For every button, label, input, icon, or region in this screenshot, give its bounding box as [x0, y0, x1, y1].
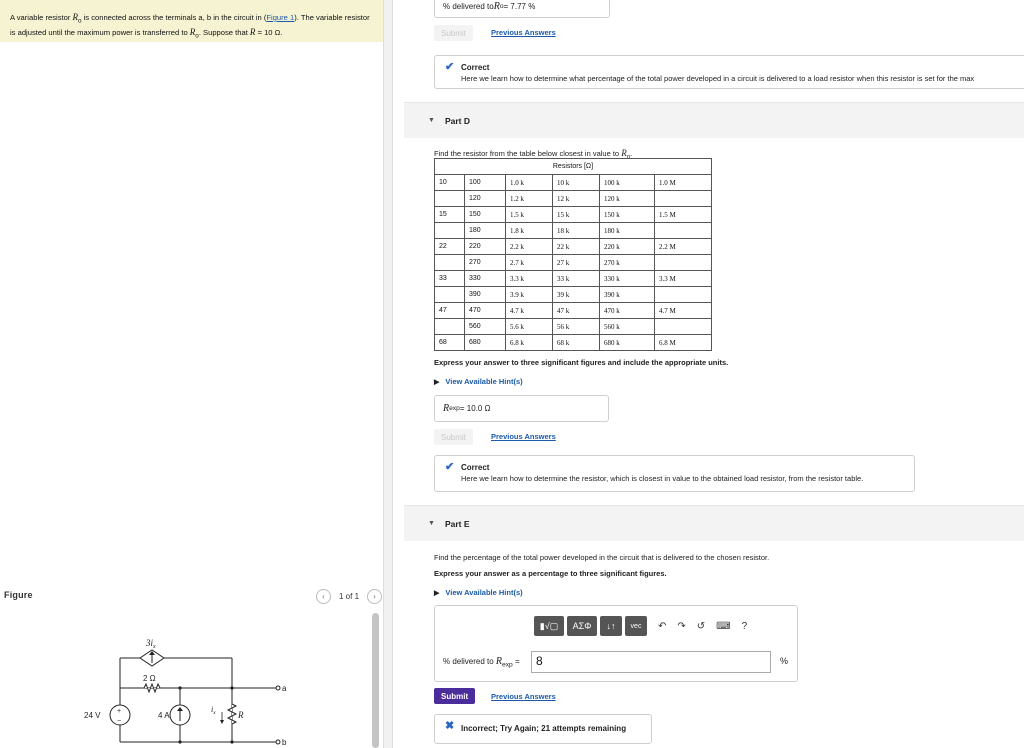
table-cell: 68	[435, 335, 465, 351]
table-cell: 6.8 k	[506, 335, 553, 351]
voltage-source-label: 24 V	[84, 711, 101, 720]
undo-button[interactable]	[654, 616, 670, 636]
table-cell: 270	[465, 255, 506, 271]
table-cell: 15	[435, 207, 465, 223]
load-resistor-label: R	[238, 710, 244, 720]
table-cell: 6.8 M	[655, 335, 712, 351]
right-pane	[394, 0, 1024, 748]
greek-icon: ΑΣΦ	[572, 621, 592, 631]
table-cell: 10 k	[553, 175, 600, 191]
answer-label: % delivered to $R_{exp}$ =	[443, 656, 520, 669]
table-cell: 390	[465, 287, 506, 303]
table-cell: 180 k	[600, 223, 655, 239]
table-cell: 150 k	[600, 207, 655, 223]
part-d-hints-link[interactable]: ▶ View Available Hint(s)	[434, 377, 523, 386]
keyboard-button[interactable]	[712, 616, 734, 636]
check-icon: ✔	[445, 461, 455, 473]
table-cell: 4.7 M	[655, 303, 712, 319]
table-row	[435, 319, 712, 335]
table-row	[435, 335, 712, 351]
redo-button[interactable]	[673, 616, 689, 636]
table-cell: 120 k	[600, 191, 655, 207]
expand-triangle-icon: ▶	[434, 590, 440, 597]
part-d-previous-answers-link[interactable]: Previous Answers	[491, 432, 556, 441]
part-e-feedback: ✖ Incorrect; Try Again; 21 attempts remaining	[434, 714, 652, 744]
table-cell: 560	[465, 319, 506, 335]
table-cell: 33 k	[553, 271, 600, 287]
table-cell: 270 k	[600, 255, 655, 271]
part-d-instruction: Express your answer to three significant figures and include the appropriate units.	[434, 358, 729, 367]
table-cell: 120	[465, 191, 506, 207]
table-row	[435, 255, 712, 271]
table-cell: 15 k	[553, 207, 600, 223]
help-icon: ?	[741, 620, 748, 632]
greek-letters-button[interactable]	[567, 616, 597, 636]
circuit-diagram	[80, 630, 300, 748]
table-cell: 68 k	[553, 335, 600, 351]
terminal-b-label: b	[282, 738, 287, 747]
check-icon: ✔	[445, 61, 455, 73]
table-row	[435, 223, 712, 239]
answer-editor	[434, 605, 798, 682]
x-icon: ✖	[445, 720, 455, 732]
left-pane	[0, 0, 383, 748]
table-cell	[435, 319, 465, 335]
part-e-previous-answers-link[interactable]: Previous Answers	[491, 692, 556, 701]
terminal-a-dot	[276, 686, 280, 690]
table-cell	[435, 287, 465, 303]
part-c-submit-button[interactable]: Submit	[434, 25, 473, 41]
table-cell: 470	[465, 303, 506, 319]
table-cell: 3.3 k	[506, 271, 553, 287]
templates-button[interactable]	[534, 616, 564, 636]
plus-sign: +	[117, 708, 122, 715]
table-cell	[655, 191, 712, 207]
table-cell: 1.8 k	[506, 223, 553, 239]
table-cell: 180	[465, 223, 506, 239]
table-cell: 4.7 k	[506, 303, 553, 319]
table-cell: 5.6 k	[506, 319, 553, 335]
table-cell: 2.2 k	[506, 239, 553, 255]
table-cell: 3.9 k	[506, 287, 553, 303]
table-cell: 560 k	[600, 319, 655, 335]
part-d-feedback: ✔ Correct Here we learn how to determine the resistor, which is closest in value to the obtained load resistor, from the resistor table.	[434, 455, 915, 492]
resistor-table-header: Resistors [Ω]	[435, 159, 712, 175]
part-c-previous-answers-link[interactable]: Previous Answers	[491, 28, 556, 37]
table-cell: 1.5 k	[506, 207, 553, 223]
table-cell: 22	[435, 239, 465, 255]
redo-icon: ↷	[677, 620, 686, 632]
table-cell: 470 k	[600, 303, 655, 319]
terminal-a-label: a	[282, 684, 287, 693]
table-cell: 1.2 k	[506, 191, 553, 207]
part-c-feedback: ✔ Correct Here we learn how to determine what percentage of the total power developed in a circuit is delivered to a load resistor when this resistor is set for the max	[434, 55, 1024, 89]
prev-figure-button[interactable]	[316, 589, 331, 604]
part-e-hints-link[interactable]: ▶ View Available Hint(s)	[434, 588, 523, 597]
templates-icon: ▮√▢	[539, 620, 559, 631]
problem-statement: A variable resistor $R_o$ is connected across the terminals a, b in the circuit in (Figure 1). The variable resistor is adjusted until the maximum power is transferred to $R_o$. Suppose that R = 10 Ω.	[0, 0, 383, 42]
answer-unit: %	[780, 656, 789, 666]
table-cell: 22 k	[553, 239, 600, 255]
table-cell	[655, 223, 712, 239]
figure-count: 1 of 1	[339, 591, 360, 601]
next-figure-button[interactable]	[367, 589, 382, 604]
table-cell: 3.3 M	[655, 271, 712, 287]
terminal-b-dot	[276, 740, 280, 744]
dep-source-label: $3i_x$	[146, 638, 156, 650]
part-c-answer: % delivered to R o = 7.77 %	[434, 0, 610, 18]
chevron-left-icon: ‹	[322, 591, 325, 601]
table-cell: 1.5 M	[655, 207, 712, 223]
table-cell: 220 k	[600, 239, 655, 255]
keyboard-icon: ⌨	[716, 620, 731, 632]
table-cell	[655, 319, 712, 335]
table-cell: 100	[465, 175, 506, 191]
current-source-label: 4 A	[158, 711, 170, 720]
table-cell	[655, 255, 712, 271]
arrows-icon: ↓↑	[606, 621, 616, 631]
help-button[interactable]	[738, 616, 752, 636]
table-cell: 680 k	[600, 335, 655, 351]
table-cell: 220	[465, 239, 506, 255]
table-cell: 680	[465, 335, 506, 351]
table-cell: 10	[435, 175, 465, 191]
table-row	[435, 239, 712, 255]
table-row	[435, 303, 712, 319]
reset-button[interactable]	[693, 616, 709, 636]
table-cell: 56 k	[553, 319, 600, 335]
table-row	[435, 271, 712, 287]
chevron-right-icon: ›	[373, 591, 376, 601]
pane-divider-scrollbar[interactable]	[383, 0, 393, 748]
part-d-submit-button[interactable]: Submit	[434, 429, 473, 445]
figure-label: Figure	[4, 590, 33, 600]
table-cell: 1.0 k	[506, 175, 553, 191]
undo-icon: ↶	[658, 620, 667, 632]
resistor-label: 2 Ω	[143, 674, 156, 683]
current-ix-label: $i_x$	[211, 705, 216, 716]
table-cell	[435, 191, 465, 207]
part-e-instruction: Express your answer as a percentage to three significant figures.	[434, 569, 667, 578]
table-row	[435, 207, 712, 223]
table-cell: 330	[465, 271, 506, 287]
table-row	[435, 287, 712, 303]
table-cell	[435, 255, 465, 271]
part-e-submit-button[interactable]: Submit	[434, 688, 475, 704]
figure-link[interactable]: Figure 1	[266, 13, 295, 22]
expand-triangle-icon: ▶	[434, 379, 440, 386]
table-cell: 2.2 M	[655, 239, 712, 255]
table-row	[435, 191, 712, 207]
table-cell: 33	[435, 271, 465, 287]
table-cell: 47 k	[553, 303, 600, 319]
minus-sign: −	[117, 718, 122, 725]
table-cell: 27 k	[553, 255, 600, 271]
part-e-prompt: Find the percentage of the total power developed in the circuit that is delivered to the chosen resistor.	[434, 553, 770, 562]
part-d-prompt: Find the resistor from the table below closest in value to $R_o$.	[434, 148, 633, 161]
vector-button[interactable]	[625, 616, 647, 636]
table-cell: 330 k	[600, 271, 655, 287]
table-cell	[435, 223, 465, 239]
table-cell: 100 k	[600, 175, 655, 191]
part-d-header[interactable]: ▼ Part D	[404, 102, 1024, 138]
reset-icon: ↺	[696, 620, 706, 632]
table-cell: 47	[435, 303, 465, 319]
table-cell	[655, 287, 712, 303]
table-cell: 39 k	[553, 287, 600, 303]
collapse-triangle-icon: ▼	[428, 117, 435, 124]
table-cell: 150	[465, 207, 506, 223]
table-cell: 18 k	[553, 223, 600, 239]
resistor-table	[434, 158, 712, 351]
figure-navigation	[316, 588, 382, 604]
table-cell: 1.0 M	[655, 175, 712, 191]
vec-icon: vec	[630, 622, 642, 630]
table-cell: 390 k	[600, 287, 655, 303]
table-row	[435, 175, 712, 191]
editor-toolbar	[534, 616, 751, 636]
part-e-header[interactable]: ▼ Part E	[404, 505, 1024, 541]
part-d-answer: R exp = 10.0 Ω	[434, 395, 609, 422]
collapse-triangle-icon: ▼	[428, 520, 435, 527]
figure-scrollbar-thumb[interactable]	[372, 613, 379, 748]
subscript-superscript-button[interactable]	[600, 616, 622, 636]
table-cell: 12 k	[553, 191, 600, 207]
percentage-answer-input[interactable]: 8	[531, 651, 771, 673]
table-cell: 2.7 k	[506, 255, 553, 271]
